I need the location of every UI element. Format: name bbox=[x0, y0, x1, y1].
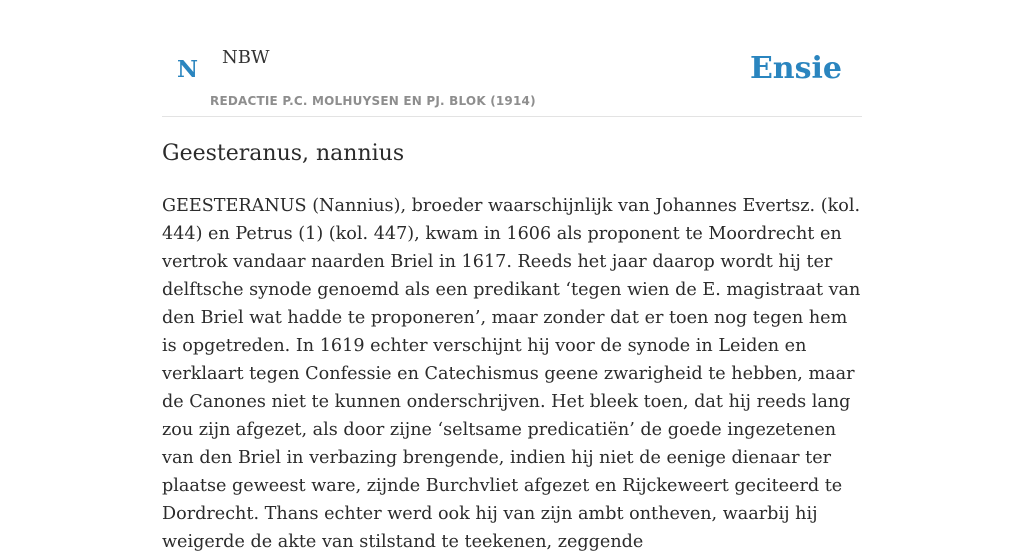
source-header bbox=[162, 0, 862, 117]
article-title: Geesteranus, nannius bbox=[162, 141, 405, 166]
ensie-logo[interactable]: Ensie bbox=[749, 51, 842, 86]
source-title[interactable]: NBW bbox=[222, 47, 270, 68]
document-page bbox=[162, 0, 862, 552]
source-subtitle: REDACTIE P.C. MOLHUYSEN EN PJ. BLOK (1914) bbox=[210, 94, 536, 108]
source-logo[interactable]: N bbox=[177, 56, 199, 83]
article-body: GEESTERANUS (Nannius), broeder waarschijnlijk van Johannes Evertsz. (kol. 444) en Petrus (1) (kol. 447), kwam in 1606 als proponent te Moordrecht en vertrok vandaar naarden Briel in 1617. Reeds het jaar daarop wordt hij ter delftsche synode genoemd als een predikant ‘tegen wien de E. magistraat van den Briel wat hadde te proponeren’, maar zonder dat er toen nog tegen hem is opgetreden. In 1619 echter verschijnt hij voor de synode in Leiden en verklaart tegen Confessie en Catechismus geene zwarigheid te hebben, maar de Canones niet te kunnen onderschrijven. Het bleek toen, dat hij reeds lang zou zijn afgezet, als door zijne ‘seltsame predicatiën’ de goede ingezetenen van den Briel in verbazing brengende, indien hij niet de eenige dienaar ter plaatse geweest ware, zijnde Burchvliet afgezet en Rijckeweert geciteerd te Dordrecht. Thans echter werd ook hij van zijn ambt ontheven, waarbij hij weigerde de akte van stilstand te teekenen, zeggende bbox=[162, 196, 861, 552]
